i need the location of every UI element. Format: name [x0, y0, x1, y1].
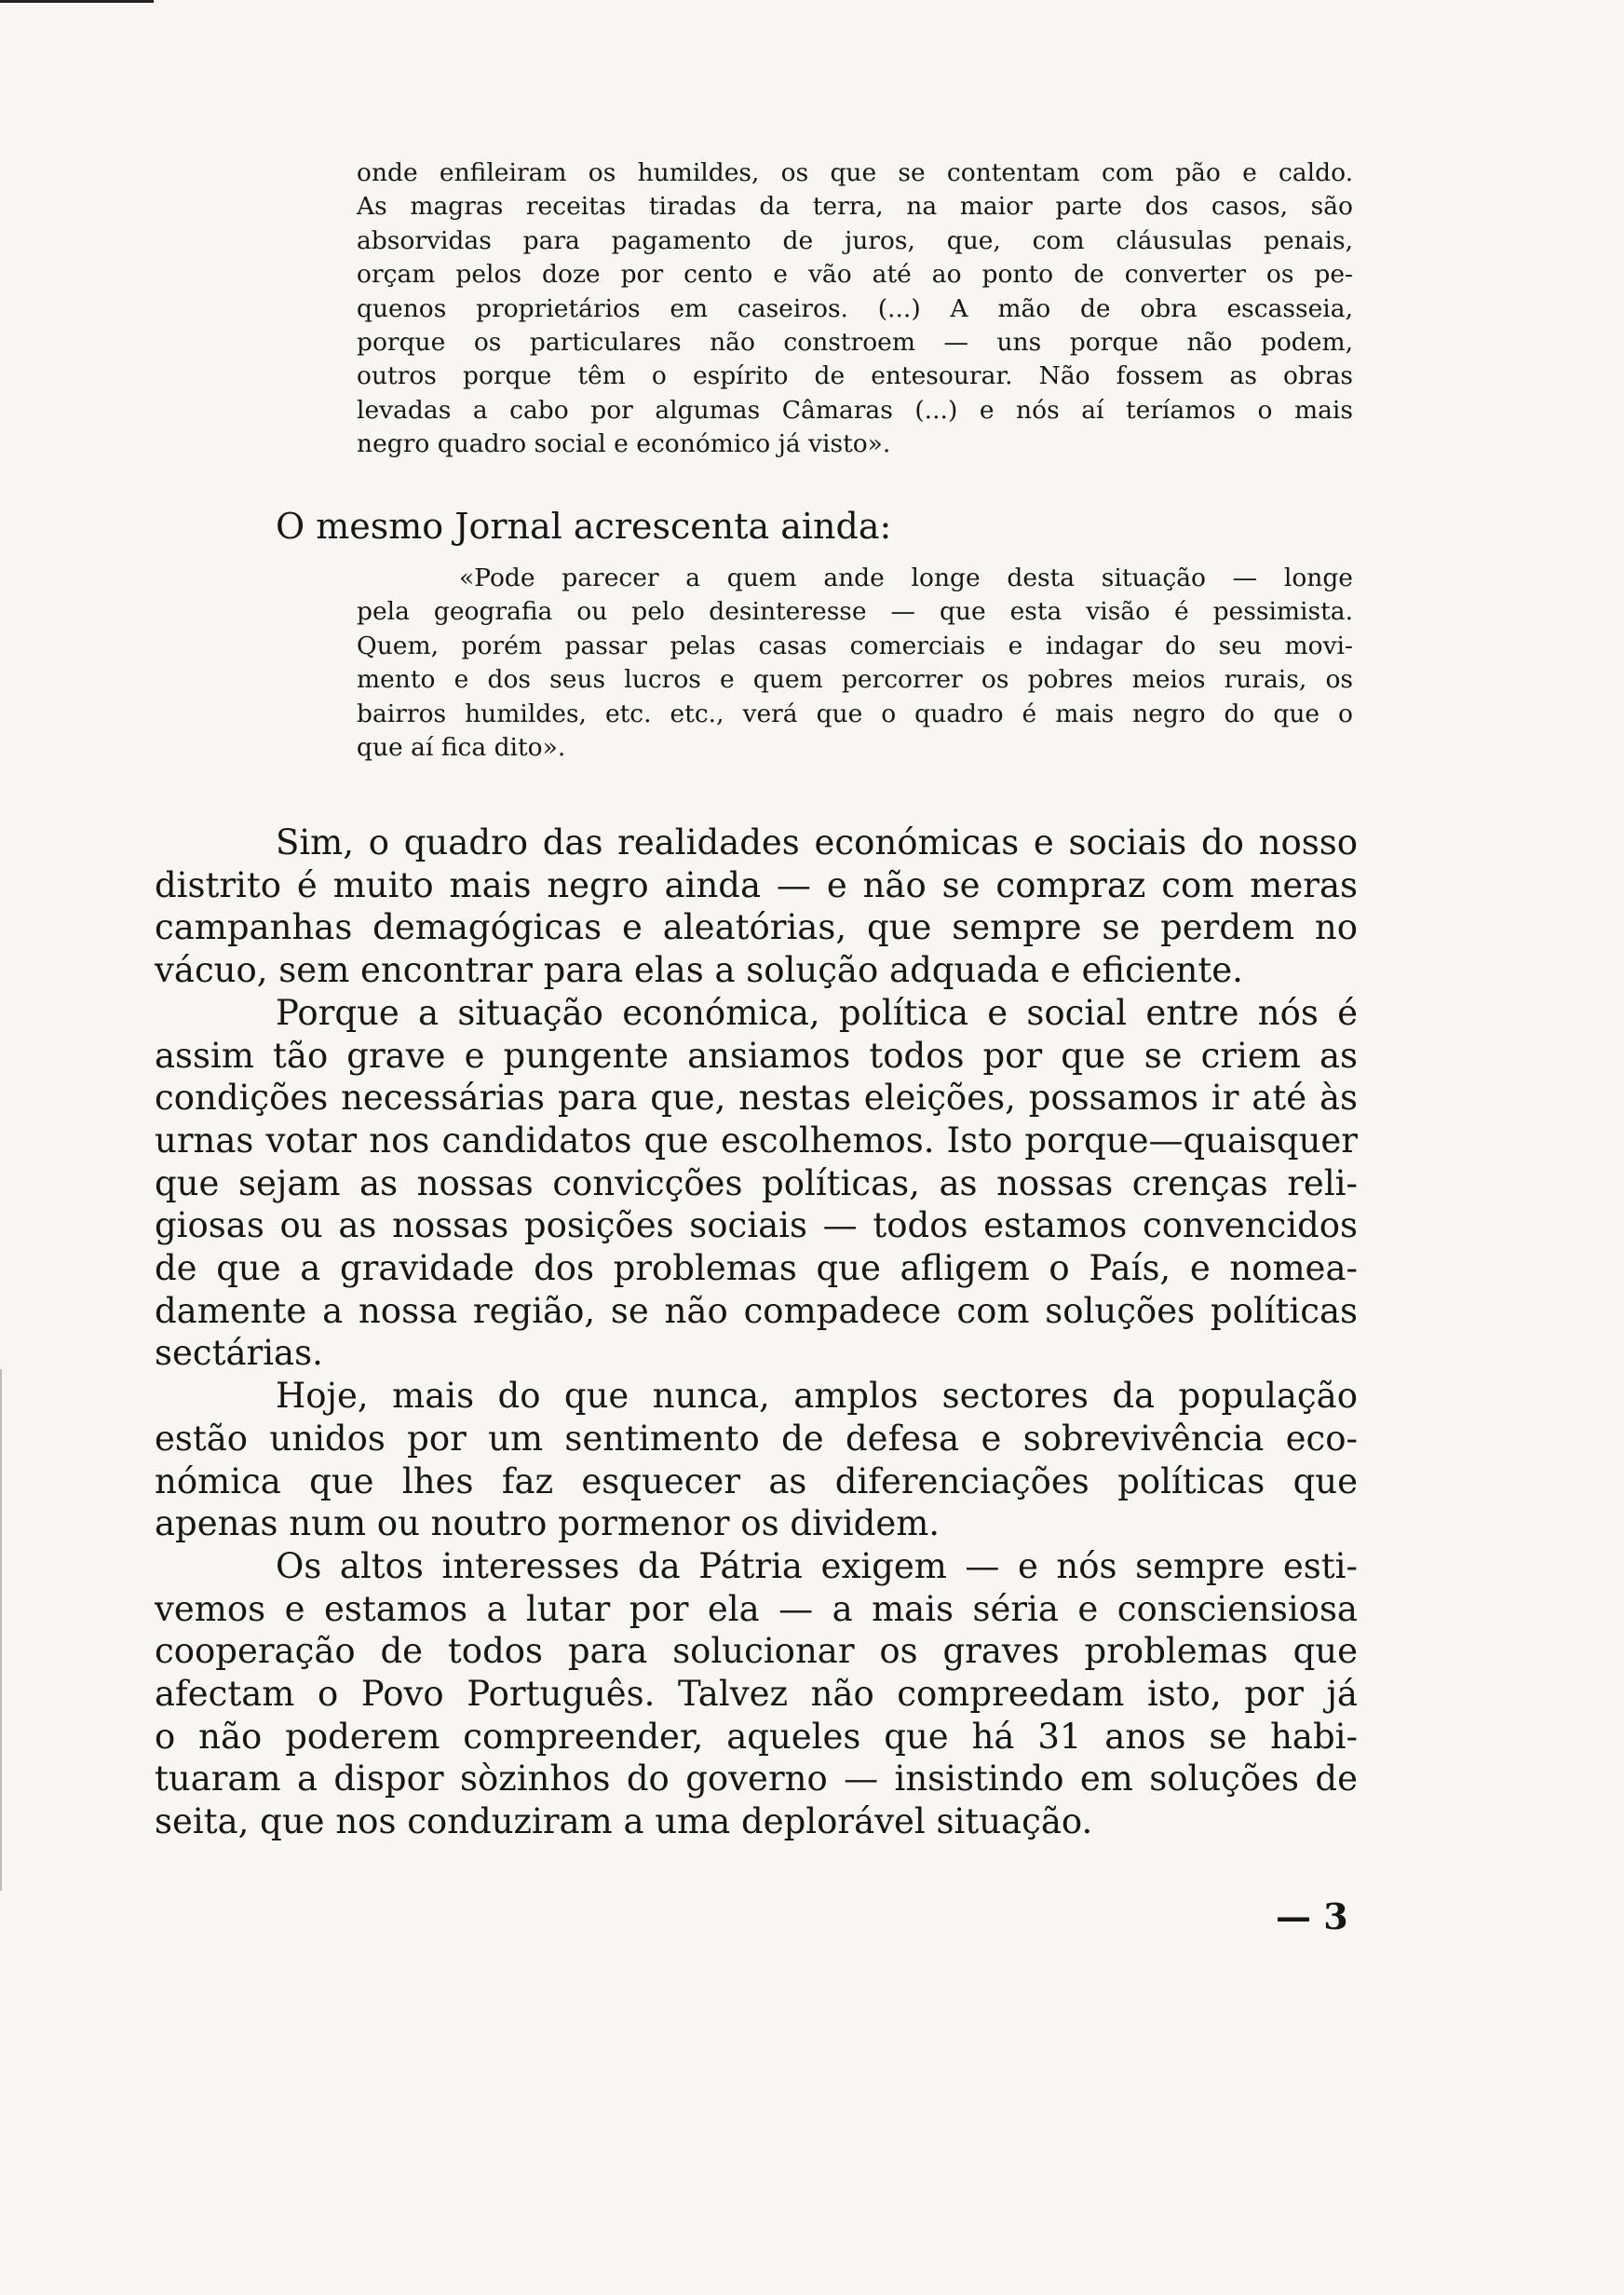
quote2-line: «Pode parecer a quem ande longe desta situação — longe	[459, 564, 1353, 592]
body-line: cooperação de todos para solucionar os graves problemas que	[155, 1631, 1358, 1672]
body-line: o não poderem compreender, aqueles que há 31 anos se habi-	[155, 1716, 1358, 1757]
body-line: damente a nossa região, se não compadece com soluções políticas	[155, 1290, 1358, 1331]
quote2-line: mento e dos seus lucros e quem percorrer os pobres meios rurais, os	[357, 665, 1353, 695]
body-line: que sejam as nossas convicções políticas, as nossas crenças reli-	[155, 1162, 1358, 1203]
body-text	[155, 822, 1358, 1843]
quote1-line: As magras receitas tiradas da terra, na maior parte dos casos, são	[357, 192, 1353, 222]
body-line: giosas ou as nossas posições sociais — todos estamos convencidos	[155, 1205, 1358, 1246]
quote1-line: negro quadro social e económico já visto».	[357, 429, 891, 459]
body-line: distrito é muito mais negro ainda — e não se compraz com meras	[155, 864, 1358, 905]
body-line: nómica que lhes faz esquecer as diferenciações políticas que	[155, 1460, 1358, 1501]
page-number: — 3	[1276, 1895, 1348, 1937]
quote2-line: bairros humildes, etc. etc., verá que o quadro é mais negro do que o	[357, 699, 1353, 728]
quote-block-2	[357, 562, 1353, 765]
body-line: urnas votar nos candidatos que escolhemos. Isto porque—quaisquer	[155, 1120, 1358, 1161]
body-line: vácuo, sem encontrar para elas a solução adquada e eficiente.	[155, 950, 1243, 991]
quote1-line: levadas a cabo por algumas Câmaras (...) e nós aí teríamos o mais	[357, 395, 1353, 425]
body-line: Porque a situação económica, política e social entre nós é	[276, 992, 1358, 1033]
body-line: de que a gravidade dos problemas que afligem o País, e nomea-	[155, 1248, 1358, 1289]
body-line: tuaram a dispor sòzinhos do governo — insistindo em soluções de	[155, 1759, 1358, 1799]
body-line: afectam o Povo Português. Talvez não compreedam isto, por já	[155, 1674, 1358, 1715]
intro-sentence: O mesmo Jornal acrescenta ainda:	[276, 506, 892, 547]
body-line: condições necessárias para que, nestas eleições, possamos ir até às	[155, 1078, 1358, 1119]
body-line: apenas num ou noutro pormenor os dividem.	[155, 1503, 941, 1544]
body-line: Os altos interesses da Pátria exigem — e nós sempre esti-	[276, 1545, 1358, 1586]
body-line: assim tão grave e pungente ansiamos todos por que se criem as	[155, 1035, 1358, 1076]
body-line: estão unidos por um sentimento de defesa e sobrevivência eco-	[155, 1418, 1358, 1459]
quote1-line: onde enfileiram os humildes, os que se contentam com pão e caldo.	[357, 158, 1353, 187]
quote2-line: Quem, porém passar pelas casas comerciais e indagar do seu movi-	[357, 631, 1353, 660]
quote1-line: orçam pelos doze por cento e vão até ao ponto de converter os pe-	[357, 260, 1353, 290]
scan-margin-shadow	[0, 1369, 2, 1891]
body-line: seita, que nos conduziram a uma deplorável situação.	[155, 1801, 1093, 1842]
quote2-line: que aí fica dito».	[357, 733, 566, 763]
quote-block-1	[357, 156, 1353, 462]
quote1-line: outros porque têm o espírito de entesourar. Não fossem as obras	[357, 361, 1353, 391]
quote2-line: pela geografia ou pelo desinteresse — que esta visão é pessimista.	[357, 597, 1353, 627]
body-line: campanhas demagógicas e aleatórias, que sempre se perdem no	[155, 907, 1358, 948]
quote1-line: absorvidas para pagamento de juros, que, com cláusulas penais,	[357, 225, 1353, 255]
quote1-line: quenos proprietários em caseiros. (...) A mão de obra escasseia,	[357, 293, 1353, 323]
body-line: vemos e estamos a lutar por ela — a mais séria e consciensiosa	[155, 1588, 1358, 1629]
body-line: Sim, o quadro das realidades económicas e sociais do nosso	[276, 822, 1358, 862]
body-line: Hoje, mais do que nunca, amplos sectores da população	[276, 1376, 1358, 1417]
body-line: sectárias.	[155, 1333, 323, 1374]
scan-edge-mark	[0, 0, 154, 3]
quote1-line: porque os particulares não constroem — uns porque não podem,	[357, 328, 1353, 358]
